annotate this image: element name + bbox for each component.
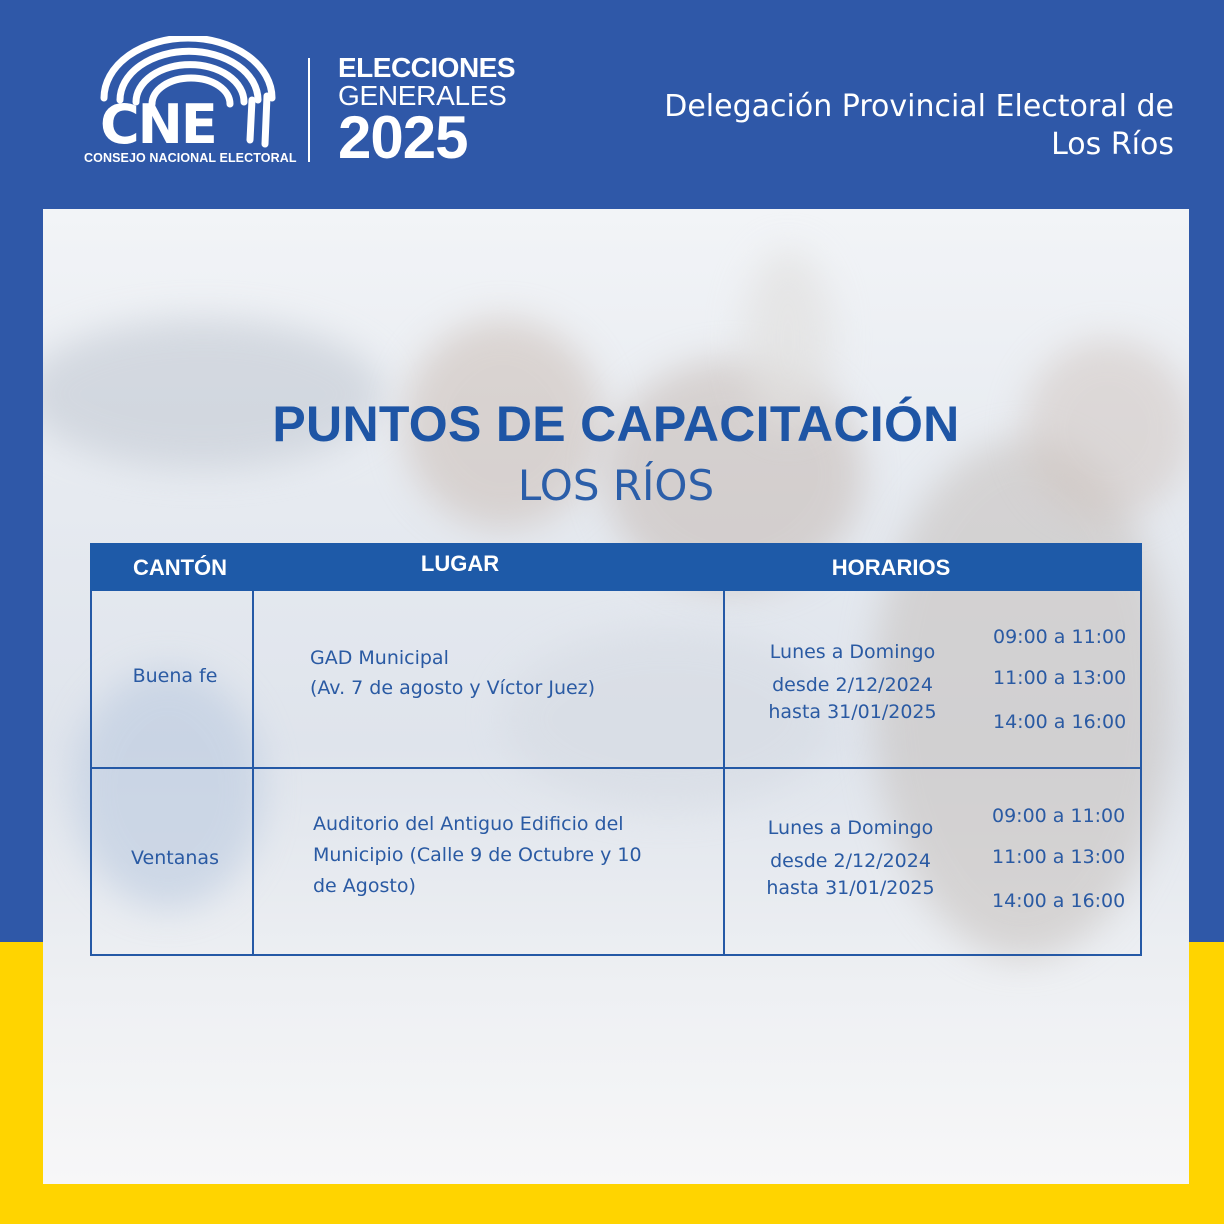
cell-horas (993, 622, 1133, 737)
elections-line2: GENERALES (338, 80, 507, 111)
elections-year: 2025 (338, 104, 468, 171)
hour-slot: 09:00 a 11:00 (992, 805, 1126, 827)
training-points-table (90, 543, 1142, 956)
column-divider (252, 591, 254, 956)
dias-text: Lunes a Domingo (769, 641, 936, 663)
table-header (90, 543, 1142, 591)
elections-line1: ELECCIONES (338, 52, 516, 83)
lugar-line: GAD Municipal (310, 647, 449, 669)
header-lugar: LUGAR (420, 551, 500, 576)
page-subtitle: LOS RÍOS (517, 461, 715, 510)
hour-slot: 09:00 a 11:00 (993, 626, 1127, 648)
delegation-line1: Delegación Provincial Electoral de (664, 89, 1174, 124)
header-divider (308, 58, 310, 162)
hour-slot: 11:00 a 13:00 (993, 667, 1127, 689)
delegation-title (574, 88, 1174, 164)
header-canton: CANTÓN (132, 555, 228, 580)
dias-text: Lunes a Domingo (767, 817, 934, 839)
cell-lugar (313, 809, 713, 902)
logo-cne-text: CNE (100, 93, 216, 156)
cell-canton: Buena fe (132, 665, 218, 687)
hour-slot: 11:00 a 13:00 (992, 846, 1126, 868)
cell-horas (992, 801, 1132, 916)
lugar-line: (Av. 7 de agosto y Víctor Juez) (310, 677, 596, 699)
desde-text: desde 2/12/2024 (770, 850, 931, 872)
lugar-line: Auditorio del Antiguo Edificio del (313, 813, 624, 835)
column-divider (723, 591, 725, 956)
logo-subtitle: CONSEJO NACIONAL ELECTORAL (84, 151, 297, 165)
cell-lugar (310, 643, 710, 703)
header-horarios: HORARIOS (831, 555, 951, 580)
hour-slot: 14:00 a 16:00 (992, 890, 1126, 912)
hasta-text: hasta 31/01/2025 (768, 701, 937, 723)
row-divider (90, 767, 1142, 769)
cell-dias (750, 637, 955, 726)
elections-logo (338, 52, 516, 171)
lugar-line: de Agosto) (313, 875, 416, 897)
cne-logo (82, 36, 297, 171)
delegation-line2: Los Ríos (1051, 127, 1174, 162)
cell-dias (748, 813, 953, 902)
desde-text: desde 2/12/2024 (772, 674, 933, 696)
cell-canton: Ventanas (131, 847, 219, 869)
page-title: PUNTOS DE CAPACITACIÓN (272, 396, 960, 452)
hour-slot: 14:00 a 16:00 (993, 711, 1127, 733)
lugar-line: Municipio (Calle 9 de Octubre y 10 (313, 844, 642, 866)
hasta-text: hasta 31/01/2025 (766, 877, 935, 899)
